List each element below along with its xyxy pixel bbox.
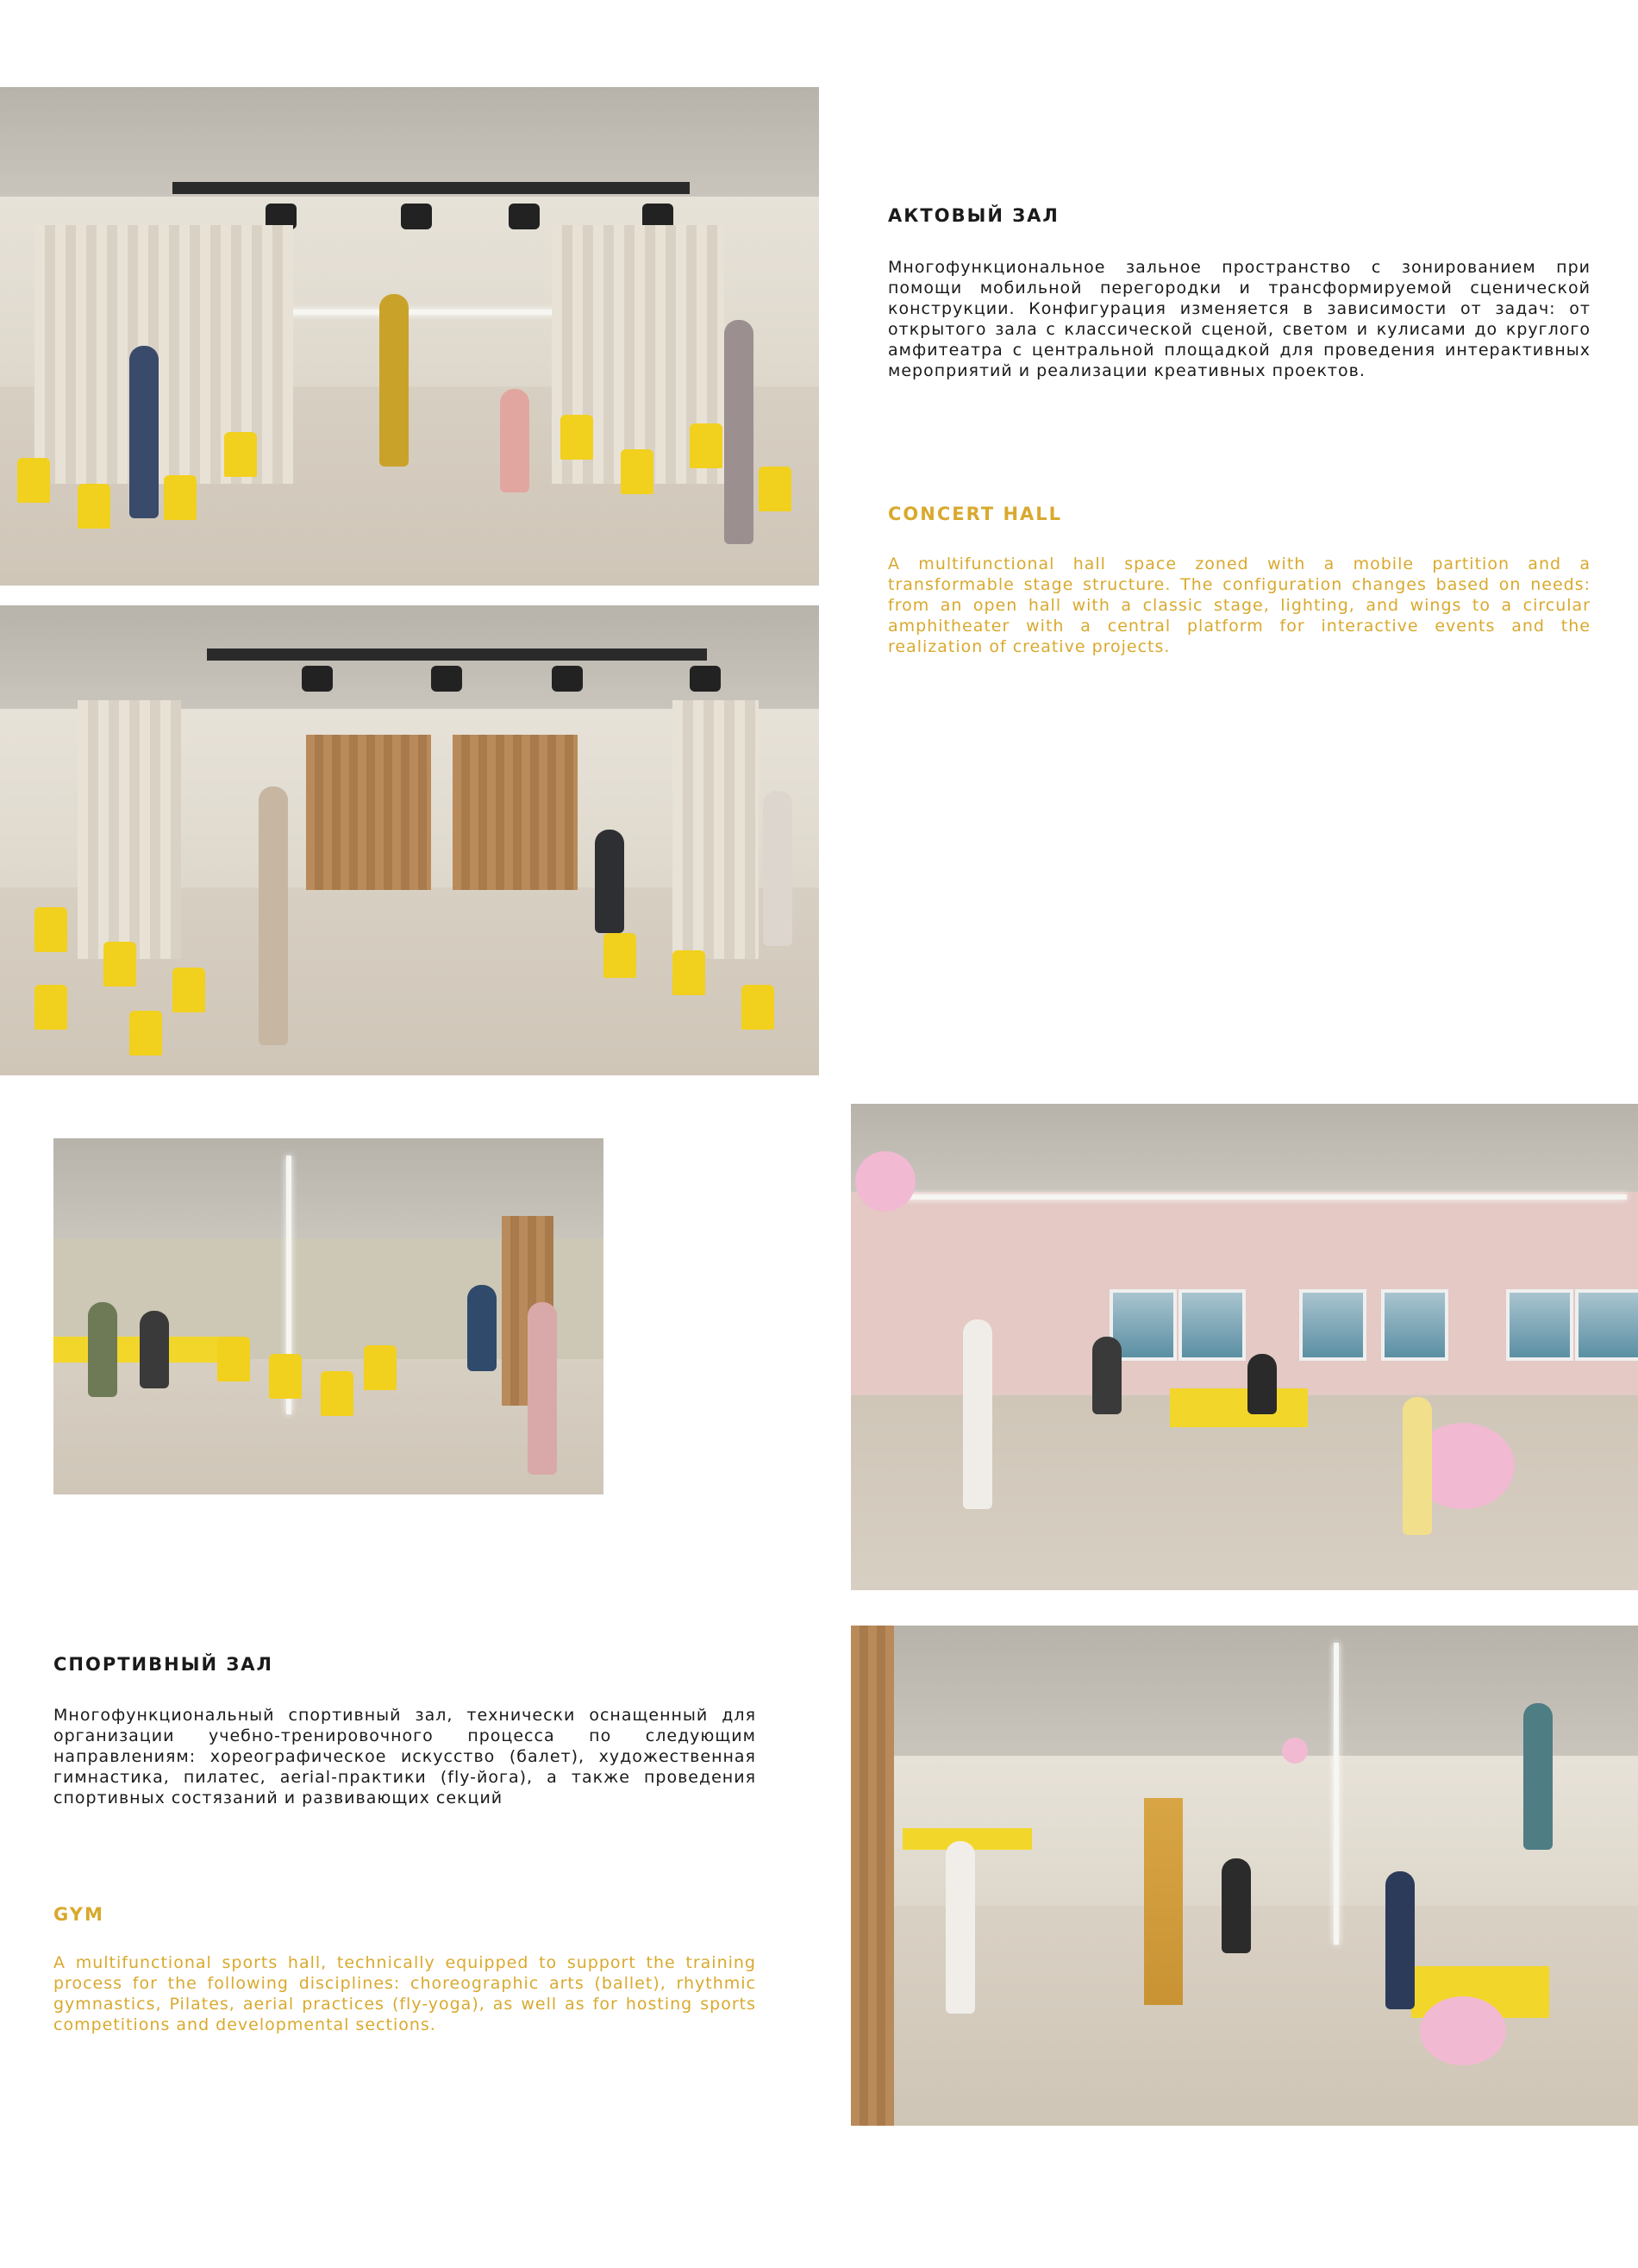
gym-render-2 <box>851 1626 1638 2126</box>
gym-render-1 <box>851 1104 1638 1590</box>
concert-hall-title-ru: АКТОВЫЙ ЗАЛ <box>888 205 1060 226</box>
concert-hall-render-2 <box>0 605 819 1075</box>
gym-description-ru: Многофункциональный спортивный зал, технически оснащенный для организации учебно-тренировочного процесса по следующим направлениям: хореографическое искусство (балет), художественная гимнастика, пилатес, aerial-практики (fly-йога), а также проведения спортивных состязаний и развивающих секций <box>53 1706 756 1808</box>
concert-hall-title-en: CONCERT HALL <box>888 504 1063 524</box>
gym-title-ru: СПОРТИВНЫЙ ЗАЛ <box>53 1654 273 1675</box>
concert-hall-description-en: A multifunctional hall space zoned with a mobile partition and a transformable stage structure. The configuration changes based on needs: from an open hall with a classic stage, lighting, and wings to a circular amphitheater with a central platform for interactive events and the realization of creative projects. <box>888 554 1591 656</box>
gym-description-en: A multifunctional sports hall, technically equipped to support the training process for the following disciplines: choreographic arts (ballet), rhythmic gymnastics, Pilates, aerial practices (fly-yoga), as well as for hosting sports competitions and developmental sections. <box>53 1953 756 2034</box>
concert-hall-description-ru: Многофункциональное зальное пространство с зонированием при помощи мобильной перегородки и трансформируемой сценической конструкции. Конфигурация изменяется в зависимости от задач: от открытого зала с классической сценой, светом и кулисами до круглого амфитеатра с центральной площадкой для проведения интерактивных мероприятий и реализации креативных проектов. <box>888 258 1591 380</box>
concert-hall-render-1 <box>0 87 819 586</box>
foyer-render <box>53 1138 603 1494</box>
gym-title-en: GYM <box>53 1904 104 1925</box>
